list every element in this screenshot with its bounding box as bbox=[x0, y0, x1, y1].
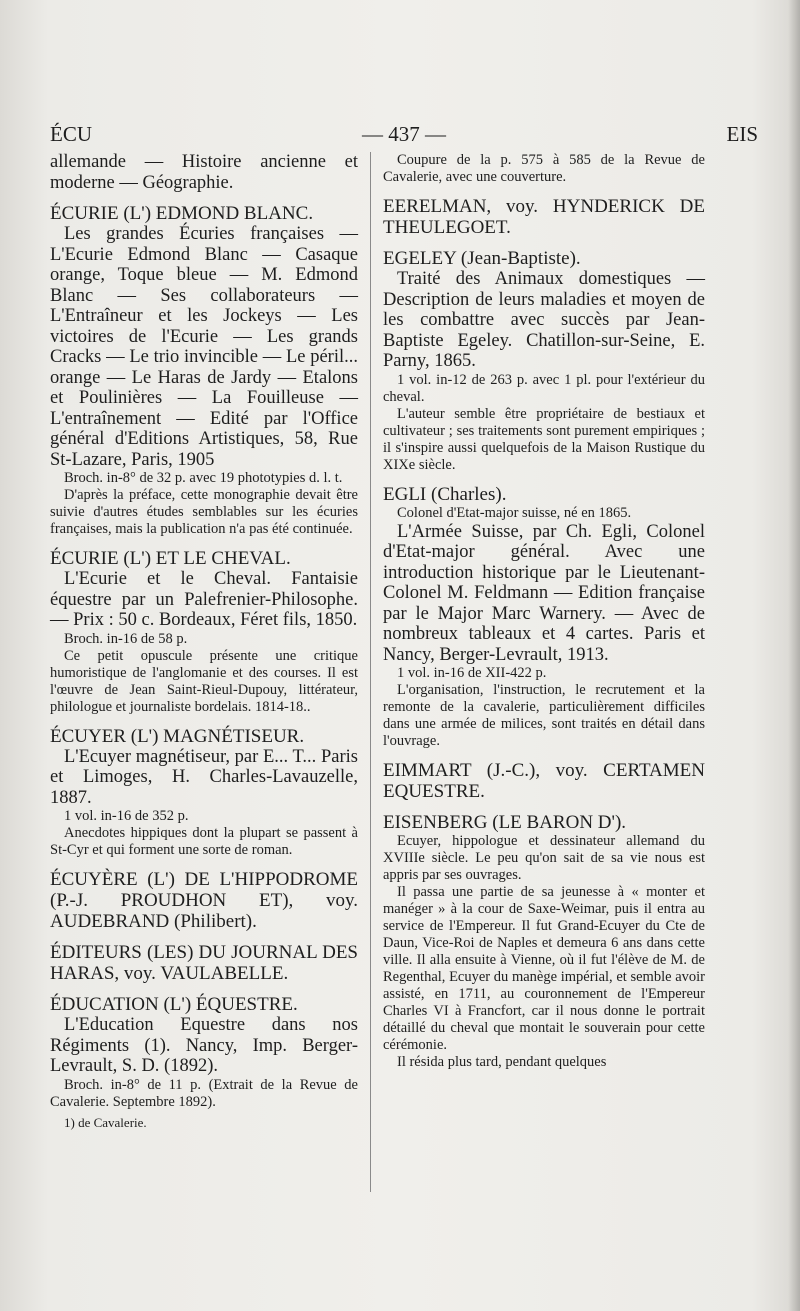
entry-paragraph: Coupure de la p. 575 à 585 de la Revue de Cavalerie, avec une couverture. bbox=[383, 152, 705, 185]
entry-paragraph: Il résida plus tard, pendant quelques bbox=[397, 1054, 607, 1070]
entry-paragraph: L'organisation, l'instruction, le recrutement et la remonte de la cavalerie, particulièrement difficiles dans une armée de milices, sont traités en détail dans l'ouvrage. bbox=[383, 682, 705, 749]
entry-paragraph: Il passa une partie de sa jeunesse à « monter et manéger » à la cour de Saxe-Weimar, puis il entra au service de l'Empereur. Il fut Grand-Ecuyer du Cte de Daun, Vice-Roi de Naples et demeura 6 ans dans cette ville. Il alla ensuite à Vienne, où il fut l'élève de M. de Regenthal, Ecuyer du manège impérial, et semble avoir assisté, en 1711, au couronnement de l'Empereur Charles VI à Francfort, car il nous donne le portrait détaillé du cheval que montait le souverain pour cette cérémonie. bbox=[383, 884, 705, 1053]
entry-paragraph: Anecdotes hippiques dont la plupart se passent à St-Cyr et qui forment une sorte de roman. bbox=[50, 825, 358, 858]
entry-paragraph: Broch. in-8° de 32 p. avec 19 phototypies d. l. t. bbox=[64, 470, 343, 486]
entry-paragraph: Ecuyer, hippologue et dessinateur allemand du XVIIIe siècle. Le peu qu'on sait de sa vie nous est appris par ses ouvrages. bbox=[383, 833, 705, 883]
right-column bbox=[383, 152, 705, 1071]
entry-paragraph: 1 vol. in-12 de 263 p. avec 1 pl. pour l'extérieur du cheval. bbox=[383, 371, 705, 405]
entry-paragraph: L'auteur semble être propriétaire de bestiaux et cultivateur ; ses traitements sont purement empiriques ; il s'inspire aussi quelquefois de la Maison Rustique du XIXe siècle. bbox=[383, 405, 705, 473]
entry-heading: EERELMAN, voy. HYNDERICK DE THEULEGOET. bbox=[383, 196, 705, 238]
entry-paragraph: 1 vol. in-16 de 352 p. bbox=[64, 808, 189, 824]
entry-paragraph: Broch. in-8° de 11 p. (Extrait de la Revue de Cavalerie. Septembre 1892). bbox=[50, 1076, 358, 1110]
entry-paragraph: allemande — Histoire ancienne et moderne — Géographie. bbox=[50, 152, 358, 193]
entry-heading: EISENBERG (LE BARON D'). bbox=[383, 812, 627, 833]
header-right: EIS bbox=[726, 122, 758, 146]
entry-heading: EIMMART (J.-C.), voy. CERTAMEN EQUESTRE. bbox=[383, 760, 705, 802]
entry-paragraph: L'Ecuyer magnétiseur, par E... T... Paris et Limoges, H. Charles-Lavauzelle, 1887. bbox=[50, 746, 358, 808]
page-edge-shadow bbox=[788, 0, 800, 1311]
entry-heading: EGELEY (Jean-Baptiste). bbox=[383, 248, 581, 269]
entry-heading: ÉDUCATION (L') ÉQUESTRE. bbox=[50, 994, 298, 1015]
entry-paragraph: 1) de Cavalerie. bbox=[64, 1114, 147, 1130]
column-divider bbox=[370, 152, 371, 1192]
entry-heading: ÉCURIE (L') ET LE CHEVAL. bbox=[50, 548, 291, 569]
entry-heading: ÉCUYER (L') MAGNÉTISEUR. bbox=[50, 725, 305, 747]
entry-paragraph: D'après la préface, cette monographie devait être suivie d'autres études semblables sur les écuries françaises, mais la publication n'a pas été continuée. bbox=[50, 487, 358, 537]
running-header bbox=[50, 122, 758, 152]
page-number: — 437 — bbox=[362, 122, 446, 146]
entry-heading: EGLI (Charles). bbox=[383, 483, 507, 505]
entry-paragraph: L'Ecurie et le Cheval. Fantaisie équestre par un Palefrenier-Philosophe. — Prix : 50 c. Bordeaux, Féret fils, 1850. bbox=[50, 569, 358, 630]
header-left: ÉCU bbox=[50, 122, 92, 146]
entry-paragraph: L'Education Equestre dans nos Régiments (1). Nancy, Imp. Berger-Levrault, S. D. (1892). bbox=[50, 1015, 358, 1076]
entry-paragraph: Broch. in-16 de 58 p. bbox=[64, 630, 188, 647]
entry-heading: ÉCUYÈRE (L') DE L'HIPPODROME (P.-J. PROUDHON ET), voy. AUDEBRAND (Philibert). bbox=[50, 869, 358, 932]
entry-paragraph: L'Armée Suisse, par Ch. Egli, Colonel d'Etat-major général. Avec une introduction historique par le Lieutenant-Colonel M. Feldmann — Edition française par le Major Marc Warnery. — Avec de nombreux tableaux et 4 cartes. Paris et Nancy, Berger-Levrault, 1913. bbox=[383, 521, 705, 665]
entry-paragraph: 1 vol. in-16 de XII-422 p. bbox=[397, 665, 547, 681]
entry-paragraph: Les grandes Écuries françaises — L'Ecurie Edmond Blanc — Casaque orange, Toque bleue — M. Edmond Blanc — Ses collaborateurs — L'Entraîneur et les Jockeys — Les victoires de l'Ecurie — Les grands Cracks — Le trio invincible — Le péril... orange — Le Haras de Jardy — Etalons et Poulinières — La Fouilleuse — L'entraînement — Edité par l'Office général d'Editions Artistiques, 58, Rue St-Lazare, Paris, 1905 bbox=[50, 224, 358, 470]
entry-heading: ÉDITEURS (LES) DU JOURNAL DES HARAS, voy. VAULABELLE. bbox=[50, 942, 358, 984]
left-column bbox=[50, 152, 358, 1131]
entry-paragraph: Ce petit opuscule présente une critique humoristique de l'anglomanie et des courses. Il est l'œuvre de Jean Saint-Rieul-Dupouy, littérateur, philologue et journaliste bordelais. 1814-18.. bbox=[50, 647, 358, 715]
entry-paragraph: Colonel d'Etat-major suisse, né en 1865. bbox=[397, 504, 632, 521]
entry-paragraph: Traité des Animaux domestiques — Description de leurs maladies et moyen de les combattre avec succès par Jean-Baptiste Egeley. Chatillon-sur-Seine, E. Parny, 1865. bbox=[383, 269, 705, 371]
entry-heading: ÉCURIE (L') EDMOND BLANC. bbox=[50, 203, 314, 224]
